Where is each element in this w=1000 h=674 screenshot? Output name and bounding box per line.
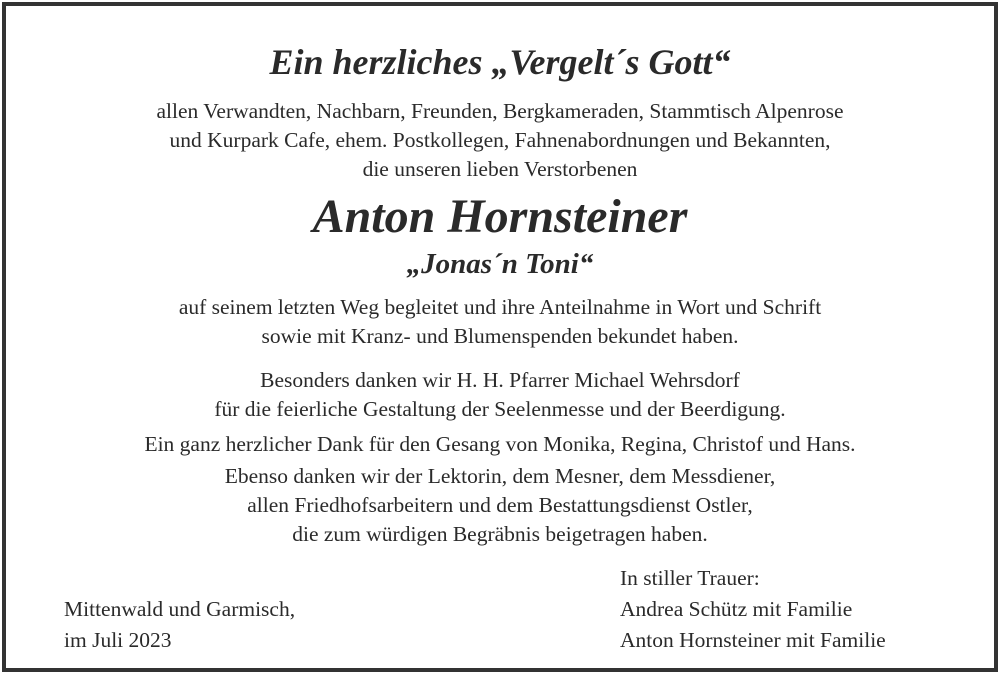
place-date-block: [64, 594, 295, 656]
pastor-line: Besonders danken wir H. H. Pfarrer Michael Wehrsdorf: [260, 368, 740, 392]
singing-paragraph: Ein ganz herzlicher Dank für den Gesang von Monika, Regina, Christof und Hans.: [144, 432, 856, 456]
mourner-name: Andrea Schütz mit Familie: [620, 597, 853, 621]
thanks-paragraph: [0, 293, 1000, 351]
place-text: Mittenwald und Garmisch,: [64, 597, 296, 621]
thanks-line: auf seinem letzten Weg begleitet und ihre Anteilnahme in Wort und Schrift: [178, 295, 822, 319]
pastor-paragraph: [0, 366, 1000, 424]
intro-line: allen Verwandten, Nachbarn, Freunden, Bergkameraden, Stammtisch Alpenrose: [156, 99, 844, 123]
mourner-name: Anton Hornsteiner mit Familie: [620, 628, 886, 652]
deceased-nickname: „Jonas´n Toni“: [406, 248, 594, 280]
helpers-paragraph: [0, 462, 1000, 549]
notice-heading: Ein herzliches „Vergelt´s Gott“: [269, 42, 731, 82]
mourners-intro: In stiller Trauer:: [620, 566, 760, 590]
helpers-line: Ebenso danken wir der Lektorin, dem Mesner, dem Messdiener,: [224, 464, 776, 488]
pastor-line: für die feierliche Gestaltung der Seelenmesse und der Beerdigung.: [214, 397, 786, 421]
date-text: im Juli 2023: [64, 628, 172, 652]
thanks-line: sowie mit Kranz- und Blumenspenden bekundet haben.: [261, 324, 739, 348]
intro-paragraph: [0, 97, 1000, 184]
helpers-line: die zum würdigen Begräbnis beigetragen haben.: [292, 522, 708, 546]
intro-line: und Kurpark Cafe, ehem. Postkollegen, Fahnenabordnungen und Bekannten,: [169, 128, 831, 152]
deceased-name: Anton Hornsteiner: [312, 190, 688, 243]
intro-line: die unseren lieben Verstorbenen: [362, 157, 638, 181]
helpers-line: allen Friedhofsarbeitern und dem Bestattungsdienst Ostler,: [247, 493, 753, 517]
mourners-block: [620, 563, 886, 656]
